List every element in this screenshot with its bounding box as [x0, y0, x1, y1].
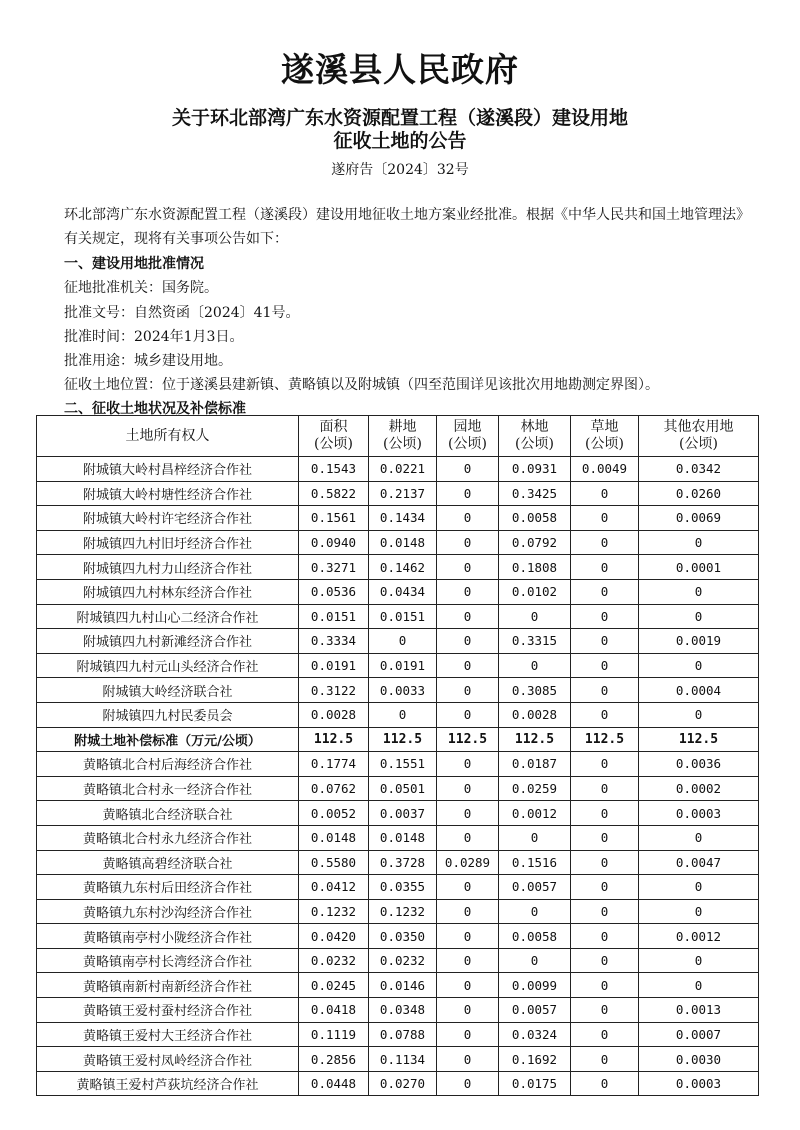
area-value-cell: 0.1692 [499, 1047, 571, 1072]
area-value-cell: 0 [437, 825, 499, 850]
area-value-cell: 0 [639, 579, 759, 604]
area-value-cell: 0.0003 [639, 1071, 759, 1096]
column-header-label: 其他农用地 [663, 419, 734, 435]
area-value-cell: 0.0232 [369, 948, 437, 973]
area-value-cell: 0.0019 [639, 629, 759, 654]
land-owner-cell: 附城镇大岭村许宅经济合作社 [37, 506, 299, 531]
area-value-cell: 0.1551 [369, 752, 437, 777]
column-header-label: 面积 [319, 419, 348, 435]
area-value-cell: 0.0448 [299, 1071, 369, 1096]
area-value-cell: 0.2137 [369, 481, 437, 506]
area-value-cell: 0.0259 [499, 776, 571, 801]
table-row [37, 653, 759, 678]
area-value-cell: 0 [437, 555, 499, 580]
table-row [37, 973, 759, 998]
area-value-cell: 0.0151 [369, 604, 437, 629]
area-value-cell: 0.0033 [369, 678, 437, 703]
area-value-cell: 0.1774 [299, 752, 369, 777]
area-value-cell: 0 [437, 924, 499, 949]
land-owner-cell: 附城镇大岭经济联合社 [37, 678, 299, 703]
land-owner-cell: 附城镇四九村新滩经济合作社 [37, 629, 299, 654]
area-value-cell: 0.0057 [499, 875, 571, 900]
area-value-cell: 0 [571, 825, 639, 850]
column-header-unit: (公顷) [679, 436, 718, 452]
table-row [37, 530, 759, 555]
area-value-cell: 0 [571, 481, 639, 506]
column-header-unit: (公顷) [448, 436, 487, 452]
area-value-cell: 0.2856 [299, 1047, 369, 1072]
area-value-cell: 0.1434 [369, 506, 437, 531]
area-value-cell: 0.0232 [299, 948, 369, 973]
column-header [499, 416, 571, 457]
area-value-cell: 0.0260 [639, 481, 759, 506]
column-header-label: 土地所有权人 [125, 427, 210, 444]
area-value-cell: 0.0102 [499, 579, 571, 604]
area-value-cell: 0.0762 [299, 776, 369, 801]
area-value-cell: 0 [437, 579, 499, 604]
area-value-cell: 0 [571, 653, 639, 678]
area-value-cell: 0 [437, 629, 499, 654]
area-value-cell: 0 [639, 604, 759, 629]
area-value-cell: 0.0036 [639, 752, 759, 777]
area-value-cell: 0.0191 [369, 653, 437, 678]
area-value-cell: 0 [437, 973, 499, 998]
area-value-cell: 0.3085 [499, 678, 571, 703]
area-value-cell: 0 [571, 752, 639, 777]
area-value-cell: 0.3728 [369, 850, 437, 875]
area-value-cell: 0.0003 [639, 801, 759, 826]
notice-subtitle-line1: 关于环北部湾广东水资源配置工程（遂溪段）建设用地 [171, 107, 628, 129]
area-value-cell: 0.0099 [499, 973, 571, 998]
area-value-cell: 0.1516 [499, 850, 571, 875]
area-value-cell: 0 [437, 752, 499, 777]
area-value-cell: 0 [571, 506, 639, 531]
area-value-cell: 0.0342 [639, 457, 759, 482]
area-value-cell: 0.0047 [639, 850, 759, 875]
land-location: 征收土地位置：位于遂溪县建新镇、黄略镇以及附城镇（四至范围详见该批次用地勘测定界图）。 [64, 377, 659, 393]
area-value-cell: 0.0146 [369, 973, 437, 998]
area-value-cell: 0.0037 [369, 801, 437, 826]
area-value-cell: 0 [437, 702, 499, 727]
land-owner-cell: 黄略镇南亭村长湾经济合作社 [37, 948, 299, 973]
table-header-row [37, 416, 759, 457]
area-value-cell: 0 [639, 973, 759, 998]
area-value-cell: 112.5 [571, 727, 639, 752]
column-header [369, 416, 437, 457]
area-value-cell: 0 [639, 530, 759, 555]
area-value-cell: 0.0191 [299, 653, 369, 678]
area-value-cell: 0.0536 [299, 579, 369, 604]
table-row [37, 1071, 759, 1096]
document-number: 遂府告〔2024〕32号 [331, 162, 469, 178]
area-value-cell: 0.0148 [299, 825, 369, 850]
area-value-cell: 0.0052 [299, 801, 369, 826]
land-owner-cell: 附城镇四九村林东经济合作社 [37, 579, 299, 604]
column-header-unit: (公顷) [314, 436, 353, 452]
area-value-cell: 0 [437, 457, 499, 482]
area-value-cell: 0.0151 [299, 604, 369, 629]
area-value-cell: 0.1232 [299, 899, 369, 924]
area-value-cell: 0.0012 [499, 801, 571, 826]
table-row [37, 604, 759, 629]
area-value-cell: 0 [437, 801, 499, 826]
area-value-cell: 0.1808 [499, 555, 571, 580]
table-row [37, 1047, 759, 1072]
area-value-cell: 112.5 [437, 727, 499, 752]
land-owner-cell: 黄略镇王爱村凤岭经济合作社 [37, 1047, 299, 1072]
section2-heading: 二、征收土地状况及补偿标准 [64, 401, 246, 417]
area-value-cell: 0 [571, 948, 639, 973]
area-value-cell: 0 [571, 850, 639, 875]
land-owner-cell: 黄略镇王爱村大王经济合作社 [37, 1022, 299, 1047]
area-value-cell: 0.0221 [369, 457, 437, 482]
land-owner-cell: 附城镇四九村元山头经济合作社 [37, 653, 299, 678]
area-value-cell: 0 [571, 604, 639, 629]
area-value-cell: 0 [571, 998, 639, 1023]
land-owner-cell: 黄略镇南亭村小陇经济合作社 [37, 924, 299, 949]
table-row [37, 924, 759, 949]
column-header-unit: (公顷) [383, 436, 422, 452]
area-value-cell: 0 [437, 1022, 499, 1047]
area-value-cell: 0 [639, 948, 759, 973]
area-value-cell: 0.0058 [499, 506, 571, 531]
area-value-cell: 0.0418 [299, 998, 369, 1023]
table-row [37, 457, 759, 482]
column-header [437, 416, 499, 457]
area-value-cell: 0 [437, 678, 499, 703]
table-body [37, 457, 759, 1096]
area-value-cell: 0 [499, 825, 571, 850]
column-header-label: 草地 [590, 419, 619, 435]
area-value-cell: 0.1462 [369, 555, 437, 580]
area-value-cell: 0 [571, 924, 639, 949]
area-value-cell: 0.3271 [299, 555, 369, 580]
land-owner-cell: 黄略镇王爱村蚕村经济合作社 [37, 998, 299, 1023]
table-row [37, 875, 759, 900]
area-value-cell: 0 [437, 1071, 499, 1096]
area-value-cell: 0 [499, 653, 571, 678]
area-value-cell: 0 [571, 555, 639, 580]
area-value-cell: 0 [639, 653, 759, 678]
area-value-cell: 0.0175 [499, 1071, 571, 1096]
land-compensation-table [36, 415, 759, 1096]
area-value-cell: 0.0355 [369, 875, 437, 900]
approval-number: 批准文号：自然资函〔2024〕41号。 [64, 305, 300, 321]
land-owner-cell: 附城镇四九村民委员会 [37, 702, 299, 727]
approval-date: 批准时间：2024年1月3日。 [64, 329, 244, 345]
table-row [37, 998, 759, 1023]
area-value-cell: 0.1119 [299, 1022, 369, 1047]
area-value-cell: 0.0148 [369, 825, 437, 850]
area-value-cell: 0.0030 [639, 1047, 759, 1072]
area-value-cell: 0.1232 [369, 899, 437, 924]
area-value-cell: 0 [437, 604, 499, 629]
area-value-cell: 0.0289 [437, 850, 499, 875]
table-row [37, 850, 759, 875]
area-value-cell: 0.3334 [299, 629, 369, 654]
table-row [37, 506, 759, 531]
area-value-cell: 0.0058 [499, 924, 571, 949]
land-owner-cell: 附城土地补偿标准（万元/公顷） [37, 727, 299, 752]
area-value-cell: 0 [639, 899, 759, 924]
area-value-cell: 0 [571, 875, 639, 900]
table-row [37, 801, 759, 826]
area-value-cell: 0.5822 [299, 481, 369, 506]
approval-purpose: 批准用途：城乡建设用地。 [64, 353, 232, 369]
area-value-cell: 0 [639, 702, 759, 727]
land-owner-cell: 黄略镇北合村永九经济合作社 [37, 825, 299, 850]
area-value-cell: 0.1543 [299, 457, 369, 482]
table-row [37, 1022, 759, 1047]
area-value-cell: 0.0028 [499, 702, 571, 727]
area-value-cell: 0.5580 [299, 850, 369, 875]
area-value-cell: 0 [437, 875, 499, 900]
table-row [37, 752, 759, 777]
area-value-cell: 0.3315 [499, 629, 571, 654]
area-value-cell: 0.3425 [499, 481, 571, 506]
area-value-cell: 0.0420 [299, 924, 369, 949]
land-owner-cell: 黄略镇南新村南新经济合作社 [37, 973, 299, 998]
area-value-cell: 112.5 [369, 727, 437, 752]
land-owner-cell: 附城镇大岭村塘性经济合作社 [37, 481, 299, 506]
area-value-cell: 0.0412 [299, 875, 369, 900]
section1-heading: 一、建设用地批准情况 [64, 256, 204, 272]
land-owner-cell: 附城镇四九村力山经济合作社 [37, 555, 299, 580]
area-value-cell: 0 [437, 998, 499, 1023]
table-row [37, 555, 759, 580]
column-header-label: 林地 [520, 419, 549, 435]
area-value-cell: 0 [437, 653, 499, 678]
land-owner-cell: 附城镇四九村旧圩经济合作社 [37, 530, 299, 555]
area-value-cell: 0 [437, 776, 499, 801]
area-value-cell: 0.0434 [369, 579, 437, 604]
land-owner-cell: 黄略镇北合村后海经济合作社 [37, 752, 299, 777]
area-value-cell: 0.0324 [499, 1022, 571, 1047]
area-value-cell: 0.0788 [369, 1022, 437, 1047]
page-title: 遂溪县人民政府 [281, 50, 519, 89]
column-header-label: 园地 [453, 419, 482, 435]
area-value-cell: 0 [571, 629, 639, 654]
table-row [37, 702, 759, 727]
column-header [571, 416, 639, 457]
intro-paragraph: 环北部湾广东水资源配置工程（遂溪段）建设用地征收土地方案业经批准。根据《中华人民共和国土地管理法》有关规定，现将有关事项公告如下： [64, 207, 743, 247]
column-header-unit: (公顷) [585, 436, 624, 452]
column-header [299, 416, 369, 457]
area-value-cell: 0.0004 [639, 678, 759, 703]
area-value-cell: 0.0057 [499, 998, 571, 1023]
area-value-cell: 0.0187 [499, 752, 571, 777]
area-value-cell: 112.5 [299, 727, 369, 752]
area-value-cell: 112.5 [499, 727, 571, 752]
area-value-cell: 0 [369, 629, 437, 654]
approval-authority: 征地批准机关：国务院。 [64, 280, 218, 296]
land-owner-cell: 附城镇大岭村昌梓经济合作社 [37, 457, 299, 482]
land-owner-cell: 黄略镇北合村永一经济合作社 [37, 776, 299, 801]
land-owner-cell: 黄略镇高碧经济联合社 [37, 850, 299, 875]
area-value-cell: 0 [571, 702, 639, 727]
area-value-cell: 0.0245 [299, 973, 369, 998]
area-value-cell: 0.0931 [499, 457, 571, 482]
area-value-cell: 0.1134 [369, 1047, 437, 1072]
area-value-cell: 0.0028 [299, 702, 369, 727]
land-owner-cell: 附城镇四九村山心二经济合作社 [37, 604, 299, 629]
area-value-cell: 0 [571, 530, 639, 555]
area-value-cell: 0.0012 [639, 924, 759, 949]
area-value-cell: 0 [571, 579, 639, 604]
area-value-cell: 0 [571, 801, 639, 826]
area-value-cell: 0 [639, 875, 759, 900]
column-header [37, 416, 299, 457]
area-value-cell: 0 [571, 1071, 639, 1096]
table-row [37, 481, 759, 506]
table-row [37, 825, 759, 850]
area-value-cell: 0.0501 [369, 776, 437, 801]
area-value-cell: 0 [571, 1047, 639, 1072]
area-value-cell: 0.0792 [499, 530, 571, 555]
area-value-cell: 0.0350 [369, 924, 437, 949]
area-value-cell: 0.0348 [369, 998, 437, 1023]
column-header-unit: (公顷) [515, 436, 554, 452]
area-value-cell: 0.0049 [571, 457, 639, 482]
column-header-label: 耕地 [388, 419, 417, 435]
area-value-cell: 0 [571, 776, 639, 801]
land-owner-cell: 黄略镇九东村沙沟经济合作社 [37, 899, 299, 924]
area-value-cell: 0.1561 [299, 506, 369, 531]
table-row [37, 776, 759, 801]
area-value-cell: 112.5 [639, 727, 759, 752]
area-value-cell: 0 [437, 1047, 499, 1072]
area-value-cell: 0 [369, 702, 437, 727]
area-value-cell: 0 [571, 678, 639, 703]
column-header [639, 416, 759, 457]
area-value-cell: 0 [437, 481, 499, 506]
area-value-cell: 0 [571, 973, 639, 998]
land-owner-cell: 黄略镇王爱村芦荻坑经济合作社 [37, 1071, 299, 1096]
area-value-cell: 0.0148 [369, 530, 437, 555]
table-row [37, 678, 759, 703]
notice-subtitle-line2: 征收土地的公告 [333, 130, 467, 152]
area-value-cell: 0.0940 [299, 530, 369, 555]
area-value-cell: 0 [639, 825, 759, 850]
compensation-standard-row [37, 727, 759, 752]
land-owner-cell: 黄略镇九东村后田经济合作社 [37, 875, 299, 900]
area-value-cell: 0.3122 [299, 678, 369, 703]
area-value-cell: 0 [437, 506, 499, 531]
table-row [37, 629, 759, 654]
table-row [37, 579, 759, 604]
area-value-cell: 0 [499, 604, 571, 629]
area-value-cell: 0.0069 [639, 506, 759, 531]
area-value-cell: 0.0007 [639, 1022, 759, 1047]
table-row [37, 899, 759, 924]
area-value-cell: 0.0002 [639, 776, 759, 801]
table-row [37, 948, 759, 973]
area-value-cell: 0 [571, 899, 639, 924]
area-value-cell: 0.0013 [639, 998, 759, 1023]
area-value-cell: 0 [499, 899, 571, 924]
area-value-cell: 0 [499, 948, 571, 973]
area-value-cell: 0 [437, 530, 499, 555]
area-value-cell: 0 [437, 899, 499, 924]
area-value-cell: 0 [437, 948, 499, 973]
area-value-cell: 0.0001 [639, 555, 759, 580]
area-value-cell: 0.0270 [369, 1071, 437, 1096]
area-value-cell: 0 [571, 1022, 639, 1047]
land-owner-cell: 黄略镇北合经济联合社 [37, 801, 299, 826]
